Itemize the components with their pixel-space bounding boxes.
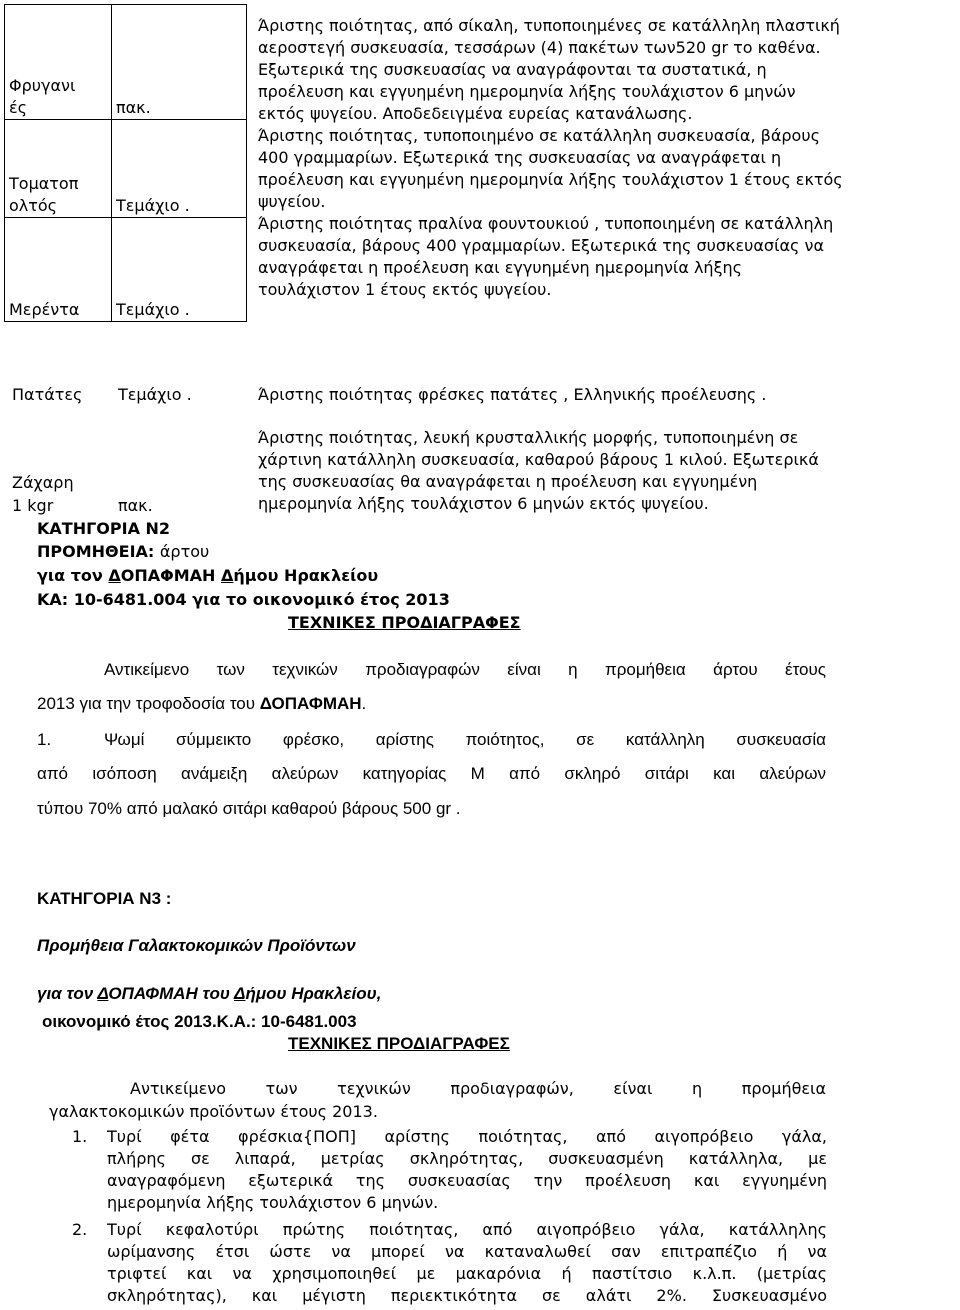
list-item: Τυρί κεφαλοτύρι πρώτης ποιότητας, από αιγοπρόβειο γάλα, κατάλληλης ωρίμανσης έτσι ώστε να μπορεί να καταναλωθεί σαν επιτραπέζιο ή να τριφτεί και να χρησιμοποιηθεί με μακαρόνια ή παστίτσιο κ.λ.π. (μετρίας σκληρότητας), και μέγιστη περιεκτικότητα σε αλάτι 2%. Συσκευασμένο	[107, 1220, 827, 1305]
product-unit: Τεμάχιο .	[116, 196, 190, 215]
section-heading: ΤΕΧΝΙΚΕΣ ΠΡΟΔΙΑΓΡΑΦΕΣ	[288, 1034, 510, 1053]
product-name: Ζάχαρη	[12, 473, 74, 492]
product-description: Άριστης ποιότητας φρέσκες πατάτες , Ελληνικής προέλευσης .	[258, 385, 767, 404]
product-name: ές	[9, 98, 28, 117]
item-number: 2.	[72, 1220, 88, 1239]
ka-line: ΚΑ: 10-6481.004 για το οικονομικό έτος 2013	[37, 590, 450, 609]
product-name-cell	[5, 5, 112, 120]
section-heading: ΤΕΧΝΙΚΕΣ ΠΡΟΔΙΑΓΡΑΦΕΣ	[288, 613, 521, 632]
product-name: Μερέντα	[9, 300, 80, 319]
product-unit: πακ.	[116, 98, 151, 117]
product-name: Πατάτες	[12, 385, 83, 404]
product-name-cell	[5, 218, 112, 322]
product-unit-cell	[112, 5, 247, 120]
item-number: 1.	[37, 730, 52, 749]
recipient-line: για τον ΔΟΠΑΦΜΑΗ Δήμου Ηρακλείου	[37, 566, 379, 585]
supply-line: ΠΡΟΜΗΘΕΙΑ: άρτου	[37, 542, 210, 561]
product-name: ολτός	[9, 196, 58, 215]
product-unit: πακ.	[118, 496, 153, 515]
intro-text: Αντικείμενο των τεχνικών προδιαγραφών είναι η προμήθεια άρτου έτους	[104, 660, 826, 679]
product-description: Άριστης ποιότητας, από σίκαλη, τυποποιημένες σε κατάλληλη πλαστική αεροστεγή συσκευασία, τεσσάρων (4) πακέτων των520 gr το καθένα. Εξωτερικά της συσκευασίας να αναγράφονται τα συστατικά, η προέλευση και εγγυημένη ημερομηνία λήξης τουλάχιστον 6 μηνών εκτός ψυγείου. Αποδεδειγμένα ευρείας κατανάλωσης. Άριστης ποιότητας, τυποποιημένο σε κατάλληλη συσκευασία, βάρους 400 γραμμαρίων. Εξωτερικά της συσκευασίας να αναγράφεται η προέλευση και εγγυημένη ημερομηνία λήξης τουλάχιστον 1 έτους εκτός ψυγείου. Άριστης ποιότητας πραλίνα φουντουκιού , τυποποιημένη σε κατάλληλη συσκευασία, βάρους 400 γραμμαρίων. Εξωτερικά της συσκευασίας να αναγράφεται η προέλευση και εγγυημένη ημερομηνία λήξης τουλάχιστον 1 έτους εκτός ψυγείου.	[258, 16, 843, 299]
product-unit-cell	[112, 218, 247, 322]
intro-text: γαλακτοκομικών προϊόντων έτους 2013.	[49, 1102, 378, 1121]
product-unit: Τεμάχιο .	[118, 385, 192, 404]
item-text: τύπου 70% από μαλακό σιτάρι καθαρού βάρους 500 gr .	[37, 799, 461, 818]
category-title: ΚΑΤΗΓΟΡΙΑ Ν3 :	[37, 889, 172, 908]
ka-line: οικονομικό έτος 2013.Κ.Α.: 10-6481.003	[42, 1012, 357, 1031]
product-unit: Τεμάχιο .	[116, 300, 190, 319]
product-unit-cell	[112, 120, 247, 218]
list-item: Τυρί φέτα φρέσκια{ΠΟΠ] αρίστης ποιότητας, από αιγοπρόβειο γάλα, πλήρης σε λιπαρά, μετρίας σκληρότητας, συσκευασμένη κατάλληλα, με αναγραφόμενη εξωτερικά της συσκευασίας την προέλευση και εγγυημένη ημερομηνία λήξης τουλάχιστον 6 μηνών.	[107, 1127, 827, 1212]
recipient-line: για τον ΔΟΠΑΦΜΑΗ του Δήμου Ηρακλείου,	[37, 984, 382, 1003]
product-name: Φρυγανι	[9, 76, 76, 95]
product-name-cell	[5, 120, 112, 218]
product-name: 1 kgr	[12, 496, 54, 515]
category-title: ΚΑΤΗΓΟΡΙΑ Ν2	[37, 519, 171, 538]
product-description: Άριστης ποιότητας, λευκή κρυσταλλικής μορφής, τυποποιημένη σε χάρτινη κατάλληλη συσκευασία, καθαρού βάρους 1 κιλού. Εξωτερικά της συσκευασίας θα αναγράφεται η προέλευση και εγγυημένη ημερομηνία λήξης τουλάχιστον 6 μηνών εκτός ψυγείου.	[258, 428, 819, 513]
intro-text: 2013 για την τροφοδοσία του ΔΟΠΑΦΜΑΗ.	[37, 694, 367, 713]
item-number: 1.	[72, 1127, 88, 1146]
supply-line: Προμήθεια Γαλακτοκομικών Προϊόντων	[37, 936, 356, 955]
product-name: Τοματοπ	[9, 174, 79, 193]
intro-text: Αντικείμενο των τεχνικών προδιαγραφών, είναι η προμήθεια	[130, 1079, 826, 1098]
item-text: από ισόποση ανάμειξη αλεύρων κατηγορίας Μ από σκληρό σιτάρι και αλεύρων	[37, 764, 826, 783]
item-text: Ψωμί σύμμεικτο φρέσκο, αρίστης ποιότητος, σε κατάλληλη συσκευασία	[104, 730, 826, 749]
